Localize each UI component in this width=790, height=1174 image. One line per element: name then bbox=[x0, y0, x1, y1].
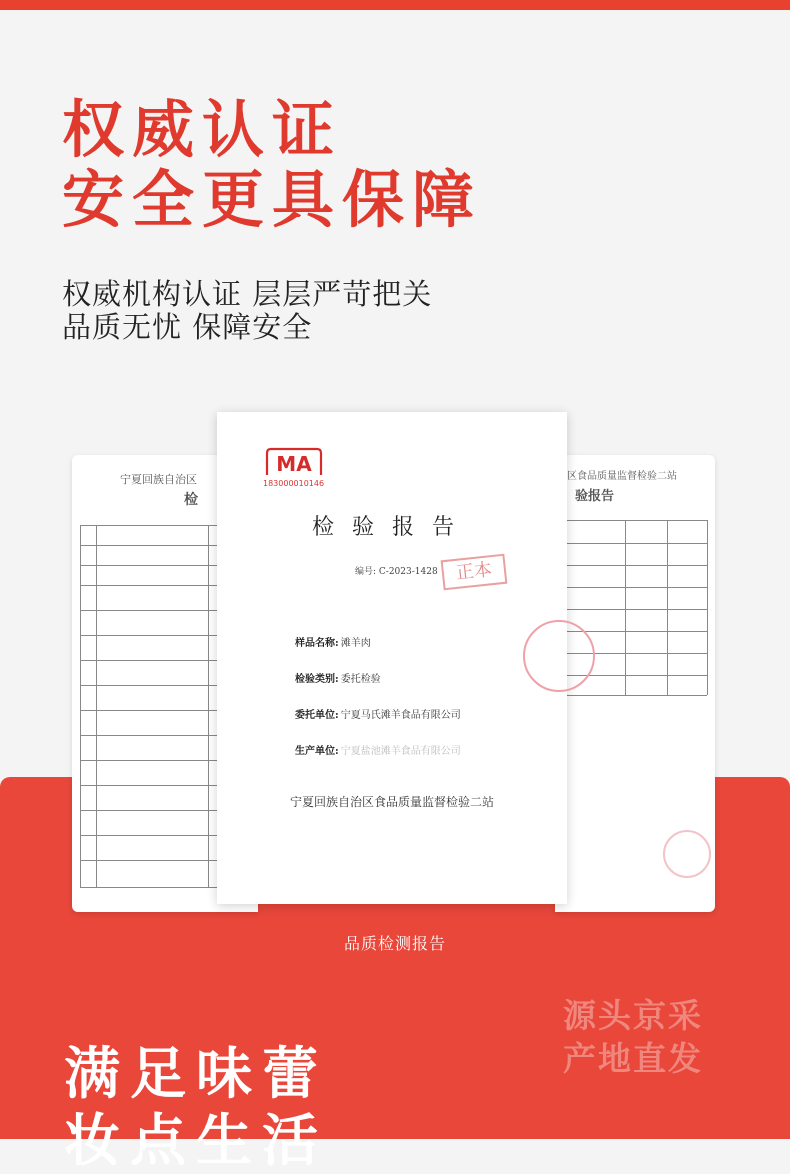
headline-line-1: 权威认证 bbox=[62, 93, 343, 166]
table-line bbox=[667, 520, 668, 695]
bottom-headline-line-1: 满足味蕾 bbox=[64, 1042, 328, 1107]
field-value: 滩羊肉 bbox=[340, 638, 371, 649]
bottom-headline-line-2: 妆点生活 bbox=[64, 1109, 328, 1174]
report-title: 检验报告 bbox=[311, 515, 472, 540]
field-key: 样品名称: bbox=[295, 638, 339, 649]
table-line bbox=[208, 525, 209, 887]
field-producer bbox=[295, 742, 461, 757]
field-value: 宁夏马氏滩羊食品有限公司 bbox=[340, 710, 461, 721]
table-line bbox=[707, 520, 708, 695]
left-doc-header: 宁夏回族自治区 bbox=[120, 473, 197, 486]
ma-logo-text: MA bbox=[276, 452, 312, 476]
headline-line-2: 安全更具保障 bbox=[62, 163, 483, 236]
field-value: 委托检验 bbox=[340, 674, 381, 685]
field-key: 生产单位: bbox=[295, 746, 339, 757]
inspection-organization: 宁夏回族自治区食品质量监督检验二站 bbox=[289, 795, 494, 809]
field-client bbox=[295, 706, 461, 721]
right-doc-header: 区食品质量监督检验二站 bbox=[567, 471, 677, 482]
original-stamp: 正本 bbox=[441, 554, 508, 591]
table-line bbox=[96, 525, 97, 887]
field-key: 检验类别: bbox=[295, 674, 339, 685]
field-value: 宁夏盐池滩羊食品有限公司 bbox=[340, 746, 461, 757]
table-line bbox=[555, 609, 707, 610]
official-seal bbox=[523, 620, 595, 692]
right-doc-title: 验报告 bbox=[575, 489, 615, 504]
left-doc-title: 检 bbox=[184, 492, 198, 508]
field-sample-name bbox=[295, 634, 371, 649]
ma-logo-icon bbox=[265, 447, 323, 477]
report-number: 编号: C-2023-1428 bbox=[355, 567, 438, 577]
table-line bbox=[555, 587, 707, 588]
table-line bbox=[555, 543, 707, 544]
subline-line-2: 品质无忧 保障安全 bbox=[62, 310, 313, 344]
watermark-line-1: 源头京采 bbox=[563, 996, 703, 1035]
subline-line-1: 权威机构认证 层层严苛把关 bbox=[62, 277, 433, 311]
watermark-line-2: 产地直发 bbox=[563, 1039, 703, 1078]
field-key: 委托单位: bbox=[295, 710, 339, 721]
cert-code: 183000010146 bbox=[263, 479, 325, 488]
report-caption: 品质检测报告 bbox=[343, 934, 446, 953]
table-line bbox=[555, 695, 707, 696]
report-page-main bbox=[217, 412, 567, 904]
field-inspection-type bbox=[295, 670, 381, 685]
table-line bbox=[80, 525, 81, 887]
faint-seal bbox=[663, 830, 711, 878]
top-accent-bar bbox=[0, 0, 790, 10]
table-line bbox=[555, 520, 707, 521]
table-line bbox=[555, 565, 707, 566]
table-line bbox=[625, 520, 626, 695]
